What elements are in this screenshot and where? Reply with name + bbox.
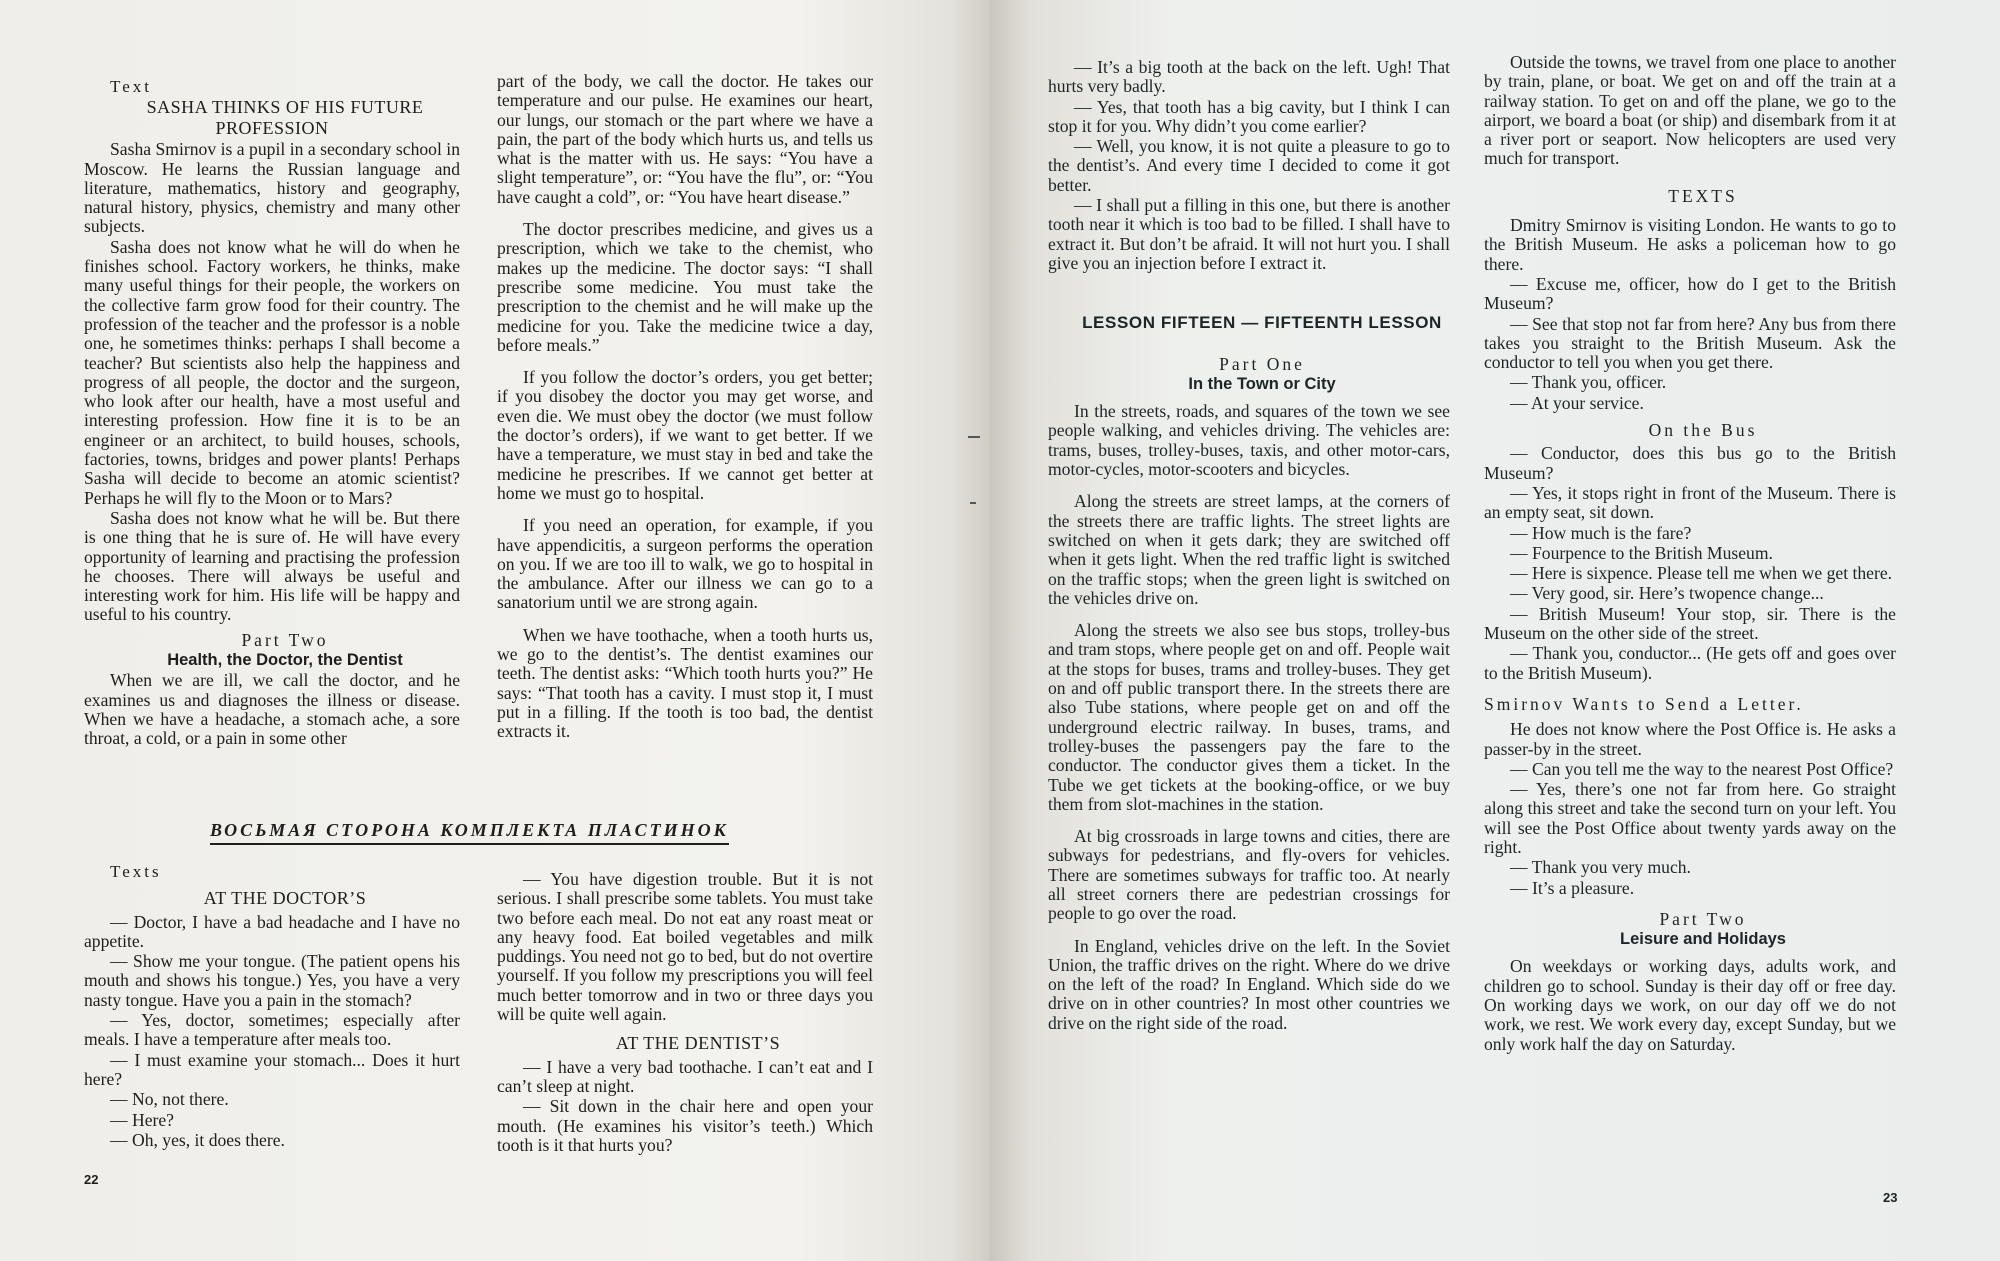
leisure-title: Leisure and Holidays <box>1620 930 1786 949</box>
spine-mark <box>968 436 980 438</box>
spine-mark <box>970 502 976 504</box>
doctor-paragraph-3: If you follow the doctor’s orders, you get better; if you disobey the doctor you may get worse, and even die. We must obey the doctor (we must follow the doctor’s orders), if we want to get better. If we have a temperature, we must stay in bed and take the medicine he prescribes. If we cannot get better at home we must go to hospital. <box>497 367 873 503</box>
town-city-title: In the Town or City <box>1188 374 1336 393</box>
texts-label: Texts <box>110 862 162 881</box>
part-two-label-right: Part Two <box>1659 908 1747 929</box>
right-column-1 <box>1048 58 1450 1034</box>
dentist-dialogue-3: — It’s a big tooth at the back on the left. Ugh! That hurts very badly. <box>1048 57 1450 97</box>
left-column-1 <box>84 77 460 750</box>
doctor-paragraph-4: If you need an operation, for example, if you have appendicitis, a surgeon performs the operation on you. If we are too ill to walk, we go to hospital in the ambulance. After our illness we can go to a sanatorium until we are strong again. <box>497 515 873 613</box>
doctor-paragraph-1: part of the body, we call the doctor. He takes our temperature and our pulse. He examines our heart, our lungs, our stomach or the part where we have a pain, the part of the body which hurts us, and tells us what is the matter with us. He says: “You have a slight temperature”, or: “You have the flu”, or: “You have caught a cold”, or: “You have heart disease.” <box>497 71 873 207</box>
doctor-dialogue-5: — No, not there. <box>110 1089 229 1110</box>
bus-dialogue-8: — Thank you, conductor... (He gets off and goes over to the British Museum). <box>1484 643 1896 683</box>
travel-paragraph: Outside the towns, we travel from one place to another by train, plane, or boat. We get on and off the train at a railway station. To get on and off the plane, we go to the airport, we board a boat (or ship) and disembark from it at a river port or seaport. Now helicopters are used very much for transport. <box>1484 52 1896 169</box>
right-column-2 <box>1484 53 1896 1055</box>
sasha-paragraph-3: Sasha does not know what he will be. But there is one thing that he is sure of. He will have every opportunity of learning and practising the profession he chooses. There will always be useful and interesting work for him. His life will be happy and useful to his country. <box>84 507 460 625</box>
page-number-left: 22 <box>84 1172 99 1187</box>
text-label: Text <box>110 77 152 96</box>
lesson-fifteen-heading: LESSON FIFTEEN — FIFTEENTH LESSON <box>1082 313 1442 333</box>
left-page <box>0 0 990 1261</box>
at-the-dentists-title: AT THE DENTIST’S <box>615 1033 781 1054</box>
letter-text-2: — Can you tell me the way to the nearest Post Office? <box>1510 758 1894 779</box>
doctor-dialogue-3: — Yes, doctor, sometimes; especially after meals. I have a temperature after meals too. <box>84 1010 460 1050</box>
bus-dialogue-7: — British Museum! Your stop, sir. There is the Museum on the other side of the street. <box>1484 603 1896 644</box>
letter-text-1: He does not know where the Post Office is. He asks a passer-by in the street. <box>1484 719 1896 759</box>
left-column-3 <box>84 862 460 1151</box>
right-page <box>990 0 2000 1261</box>
russian-record-heading: ВОСЬМАЯ СТОРОНА КОМПЛЕКТА ПЛАСТИНОК <box>210 820 729 845</box>
town-paragraph-2: Along the streets are street lamps, at the corners of the streets there are traffic lights. The street lights are switched on when it gets dark; they are switched off when it gets light. When the red traffic light is switched on the traffic stops; when the green light is switched on the vehicles drive on. <box>1048 491 1450 608</box>
museum-text-1: Dmitry Smirnov is visiting London. He wants to go to the British Museum. He asks a policeman how to go there. <box>1484 215 1896 274</box>
health-paragraph: When we are ill, we call the doctor, and he examines us and diagnoses the illness or disease. When we have a headache, a stomach ache, a sore throat, a cold, or a pain in some other <box>84 670 460 749</box>
at-the-doctors-title: AT THE DOCTOR’S <box>203 888 367 909</box>
doctor-dialogue-4: — I must examine your stomach... Does it hurt here? <box>84 1049 460 1089</box>
part-two-label: Part Two <box>241 629 329 650</box>
digestion-paragraph: — You have digestion trouble. But it is not serious. I shall prescribe some tablets. You must take two before each meal. Do not eat any roast meat or any heavy food. Eat boiled vegetables and milk puddings. You need not go to bed, but do not overtire yourself. If you follow my prescriptions you will feel much better tomorrow and in two or three days you will be quite well again. <box>497 869 873 1025</box>
page-number-right: 23 <box>1883 1190 1898 1205</box>
dentist-dialogue-5: — Well, you know, it is not quite a pleasure to go to the dentist’s. And every time I decided to come it got better. <box>1048 136 1450 195</box>
leisure-paragraph: On weekdays or working days, adults work, and children go to school. Sunday is their day off or free day. On working days we work, on our day off we do not work, we rest. We work every day, except Sunday, but we only work half the day on Saturday. <box>1484 956 1896 1054</box>
bus-dialogue-2: — Yes, it stops right in front of the Museum. There is an empty seat, sit down. <box>1484 482 1896 523</box>
museum-text-4: — Thank you, officer. <box>1510 372 1667 393</box>
sasha-paragraph-2: Sasha does not know what he will do when he finishes school. Factory workers, he thinks, make many useful things for their people, the workers on the collective farm grow food for their country. The profession of the teacher and the professor is a noble one, he sometimes thinks: perhaps I shall become a teacher? But scientists also help the happiness and progress of all people, the doctor and the surgeon, who look after our health, have a most useful and interesting profession. How fine it is to be an engineer or an architect, to build houses, schools, factories, towns, bridges and power plants! Perhaps Sasha will decide to become an atomic scientist? Perhaps he will fly to the Moon or to Mars? <box>84 236 460 508</box>
part-one-label: Part One <box>1219 353 1305 374</box>
dentist-dialogue-2: — Sit down in the chair here and open your mouth. (He examines his visitor’s teeth.) Which tooth is it that hurts you? <box>497 1096 873 1155</box>
on-the-bus-label: On the Bus <box>1648 420 1758 441</box>
send-letter-label: Smirnov Wants to Send a Letter. <box>1484 693 1804 714</box>
health-title: Health, the Doctor, the Dentist <box>167 651 403 670</box>
bus-dialogue-6: — Very good, sir. Here’s twopence change... <box>1510 583 1824 604</box>
letter-text-3: — Yes, there’s one not far from here. Go straight along this street and take the second turn on your left. You will see the Post Office about twenty yards away on the right. <box>1484 779 1896 857</box>
dentist-dialogue-4: — Yes, that tooth has a big cavity, but I think I can stop it for you. Why didn’t you come earlier? <box>1048 96 1450 136</box>
letter-text-5: — It’s a pleasure. <box>1510 877 1635 898</box>
doctor-paragraph-5: When we have toothache, when a tooth hurts us, we go to the dentist’s. The dentist examines our teeth. The dentist asks: “Which tooth hurts you?” He says: “That tooth has a cavity. I must stop it, I must put in a filling. If the tooth is too bad, the dentist extracts it. <box>497 624 873 742</box>
town-paragraph-5: In England, vehicles drive on the left. In the Soviet Union, the traffic drives on the right. Where do we drive on the left of the road? In England. Which side do we drive on in other countries? In most other countries we drive on the right side of the road. <box>1048 935 1450 1033</box>
bus-dialogue-5: — Here is sixpence. Please tell me when we get there. <box>1510 563 1893 584</box>
bus-dialogue-1: — Conductor, does this bus go to the British Museum? <box>1484 443 1896 483</box>
museum-text-5: — At your service. <box>1510 392 1644 413</box>
town-paragraph-1: In the streets, roads, and squares of the town we see people walking, and vehicles driving. The vehicles are: trams, buses, trolley-buses, taxis, and other motor-cars, motor-cycles, motor-scooters and bicycles. <box>1048 401 1450 480</box>
doctor-dialogue-1: — Doctor, I have a bad headache and I have no appetite. <box>84 911 460 951</box>
dentist-dialogue-1: — I have a very bad toothache. I can’t eat and I can’t sleep at night. <box>497 1056 873 1096</box>
museum-text-2: — Excuse me, officer, how do I get to the British Museum? <box>1484 273 1896 314</box>
texts-heading: TEXTS <box>1668 185 1738 206</box>
bus-dialogue-4: — Fourpence to the British Museum. <box>1510 542 1773 563</box>
dentist-dialogue-6: — I shall put a filling in this one, but there is another tooth near it which is too bad to be filled. I shall have to extract it. But don’t be afraid. It will not hurt you. I shall give you an injection before I extract it. <box>1048 195 1450 273</box>
town-paragraph-3: Along the streets we also see bus stops, trolley-bus and tram stops, where people get on and off. People wait at the stops for buses, trams and trolley-buses. They get on and off public transport there. In the streets there are also Tube stations, where people get on and off the underground electric railway. In buses, trams, and trolley-buses the passengers pay the fare to the conductor. The conductor gives them a ticket. In the Tube we get tickets at the booking-office, or we buy them from slot-machines in the station. <box>1048 620 1450 814</box>
sasha-paragraph-1: Sasha Smirnov is a pupil in a secondary school in Moscow. He learns the Russian language and literature, mathematics, history and geography, natural history, physics, chemistry and many other subjects. <box>84 139 460 237</box>
doctor-paragraph-2: The doctor prescribes medicine, and gives us a prescription, which we take to the chemist, who makes up the medicine. The doctor says: “I shall prescribe some medicine. You must take the prescription to the chemist and he will make up the medicine for you. Take the medicine twice a day, before meals.” <box>497 219 873 355</box>
sasha-title: SASHA THINKS OF HIS FUTURE PROFESSION <box>146 97 424 139</box>
doctor-dialogue-2: — Show me your tongue. (The patient opens his mouth and shows his tongue.) Yes, you have a very nasty tongue. Have you a pain in the stomach? <box>84 951 460 1010</box>
museum-text-3: — See that stop not far from here? Any bus from there takes you straight to the British Museum. Ask the conductor to tell you when you get there. <box>1484 313 1896 373</box>
doctor-dialogue-6: — Here? <box>110 1109 174 1130</box>
left-column-4 <box>497 870 873 1156</box>
doctor-dialogue-7: — Oh, yes, it does there. <box>110 1129 285 1150</box>
bus-dialogue-3: — How much is the fare? <box>1510 522 1692 543</box>
town-paragraph-4: At big crossroads in large towns and cities, there are subways for pedestrians, and fly-overs for vehicles. There are sometimes subways for traffic too. At nearly all street corners there are pedestrian crossings for people to go over the road. <box>1048 826 1450 924</box>
left-column-2 <box>497 72 873 743</box>
letter-text-4: — Thank you very much. <box>1510 857 1691 878</box>
